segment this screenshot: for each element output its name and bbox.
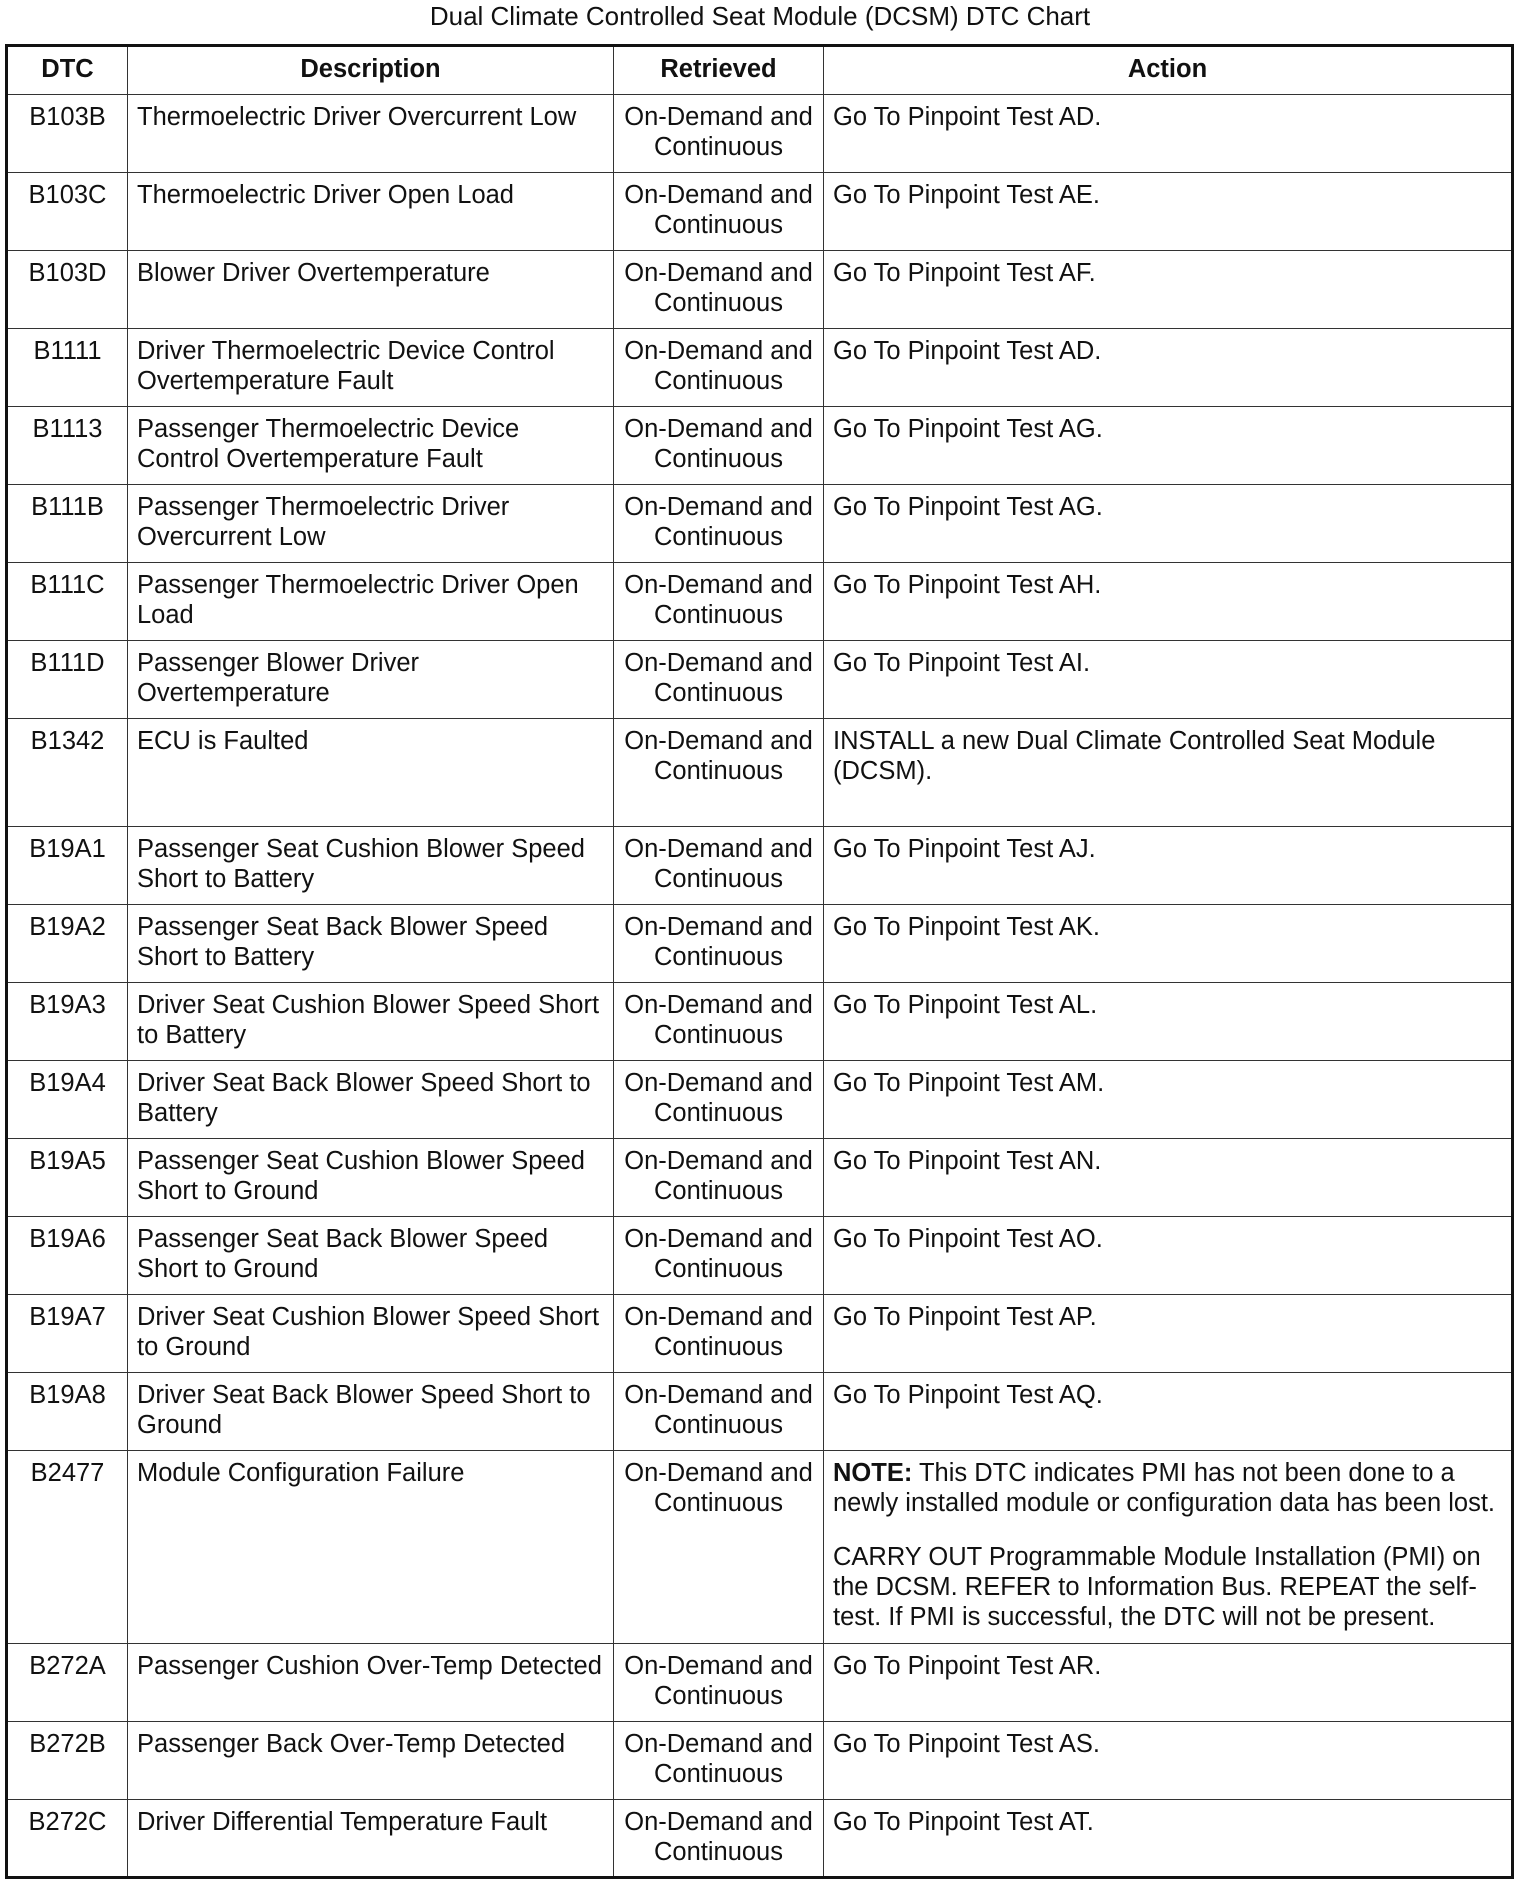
dtc-code: B111B xyxy=(7,485,128,563)
dtc-retrieved: On-Demand and Continuous xyxy=(614,173,824,251)
table-row xyxy=(7,173,1513,251)
dtc-action: Go To Pinpoint Test AD. xyxy=(824,329,1513,407)
dtc-action: Go To Pinpoint Test AG. xyxy=(824,407,1513,485)
dtc-retrieved: On-Demand and Continuous xyxy=(614,827,824,905)
dtc-description: Driver Seat Cushion Blower Speed Short to Battery xyxy=(128,983,614,1061)
dtc-code: B19A3 xyxy=(7,983,128,1061)
dtc-retrieved: On-Demand and Continuous xyxy=(614,641,824,719)
dtc-retrieved: On-Demand and Continuous xyxy=(614,1295,824,1373)
table-row xyxy=(7,1139,1513,1217)
table-row xyxy=(7,1451,1513,1644)
dtc-description: Passenger Seat Back Blower Speed Short to Battery xyxy=(128,905,614,983)
column-header-retrieved: Retrieved xyxy=(614,46,824,95)
dtc-description: Passenger Thermoelectric Device Control Overtemperature Fault xyxy=(128,407,614,485)
table-row xyxy=(7,641,1513,719)
dtc-description: Passenger Cushion Over-Temp Detected xyxy=(128,1644,614,1722)
dtc-retrieved: On-Demand and Continuous xyxy=(614,251,824,329)
dtc-action: Go To Pinpoint Test AS. xyxy=(824,1722,1513,1800)
dtc-code: B19A4 xyxy=(7,1061,128,1139)
dtc-retrieved: On-Demand and Continuous xyxy=(614,1722,824,1800)
dtc-retrieved: On-Demand and Continuous xyxy=(614,1139,824,1217)
dtc-action: Go To Pinpoint Test AD. xyxy=(824,95,1513,173)
dtc-action: Go To Pinpoint Test AL. xyxy=(824,983,1513,1061)
dtc-code: B103D xyxy=(7,251,128,329)
dtc-code: B19A1 xyxy=(7,827,128,905)
dtc-retrieved: On-Demand and Continuous xyxy=(614,719,824,827)
dtc-description: Thermoelectric Driver Overcurrent Low xyxy=(128,95,614,173)
column-header-dtc: DTC xyxy=(7,46,128,95)
dtc-table xyxy=(5,44,1514,1879)
dtc-retrieved: On-Demand and Continuous xyxy=(614,1217,824,1295)
column-header-action: Action xyxy=(824,46,1513,95)
dtc-retrieved: On-Demand and Continuous xyxy=(614,1644,824,1722)
dtc-action: Go To Pinpoint Test AN. xyxy=(824,1139,1513,1217)
dtc-action: Go To Pinpoint Test AF. xyxy=(824,251,1513,329)
table-row xyxy=(7,1644,1513,1722)
note-text: This DTC indicates PMI has not been done to a newly installed module or configuration data has been lost. xyxy=(833,1459,1495,1517)
table-header-row xyxy=(7,46,1513,95)
dtc-description: Driver Seat Back Blower Speed Short to Ground xyxy=(128,1373,614,1451)
table-row xyxy=(7,485,1513,563)
dtc-description: ECU is Faulted xyxy=(128,719,614,827)
table-row xyxy=(7,407,1513,485)
dtc-code: B19A8 xyxy=(7,1373,128,1451)
dtc-code: B103B xyxy=(7,95,128,173)
dtc-action: Go To Pinpoint Test AM. xyxy=(824,1061,1513,1139)
table-row xyxy=(7,1295,1513,1373)
dtc-code: B1111 xyxy=(7,329,128,407)
dtc-retrieved: On-Demand and Continuous xyxy=(614,329,824,407)
dtc-code: B1113 xyxy=(7,407,128,485)
dtc-code: B103C xyxy=(7,173,128,251)
table-row xyxy=(7,1217,1513,1295)
dtc-code: B19A6 xyxy=(7,1217,128,1295)
dtc-code: B19A2 xyxy=(7,905,128,983)
dtc-description: Thermoelectric Driver Open Load xyxy=(128,173,614,251)
dtc-description: Passenger Thermoelectric Driver Open Load xyxy=(128,563,614,641)
table-row xyxy=(7,905,1513,983)
dtc-action: Go To Pinpoint Test AR. xyxy=(824,1644,1513,1722)
dtc-code: B272A xyxy=(7,1644,128,1722)
dtc-code: B1342 xyxy=(7,719,128,827)
table-row xyxy=(7,329,1513,407)
dtc-action: Go To Pinpoint Test AO. xyxy=(824,1217,1513,1295)
dtc-action: Go To Pinpoint Test AH. xyxy=(824,563,1513,641)
dtc-code: B272B xyxy=(7,1722,128,1800)
table-row xyxy=(7,1800,1513,1878)
dtc-description: Passenger Thermoelectric Driver Overcurrent Low xyxy=(128,485,614,563)
dtc-description: Blower Driver Overtemperature xyxy=(128,251,614,329)
dtc-retrieved: On-Demand and Continuous xyxy=(614,563,824,641)
dtc-description: Driver Seat Back Blower Speed Short to Battery xyxy=(128,1061,614,1139)
dtc-action: Go To Pinpoint Test AQ. xyxy=(824,1373,1513,1451)
dtc-action: Go To Pinpoint Test AT. xyxy=(824,1800,1513,1878)
dtc-action: Go To Pinpoint Test AI. xyxy=(824,641,1513,719)
dtc-action: Go To Pinpoint Test AK. xyxy=(824,905,1513,983)
dtc-description: Driver Seat Cushion Blower Speed Short to Ground xyxy=(128,1295,614,1373)
dtc-code: B111C xyxy=(7,563,128,641)
dtc-code: B2477 xyxy=(7,1451,128,1644)
dtc-code: B111D xyxy=(7,641,128,719)
table-row xyxy=(7,251,1513,329)
dtc-retrieved: On-Demand and Continuous xyxy=(614,1451,824,1644)
table-row xyxy=(7,1061,1513,1139)
dtc-action xyxy=(824,1451,1513,1644)
table-row xyxy=(7,563,1513,641)
dtc-action: INSTALL a new Dual Climate Controlled Seat Module (DCSM). xyxy=(824,719,1513,827)
dtc-retrieved: On-Demand and Continuous xyxy=(614,905,824,983)
dtc-retrieved: On-Demand and Continuous xyxy=(614,983,824,1061)
dtc-retrieved: On-Demand and Continuous xyxy=(614,1373,824,1451)
dtc-action: Go To Pinpoint Test AG. xyxy=(824,485,1513,563)
dtc-action: Go To Pinpoint Test AP. xyxy=(824,1295,1513,1373)
column-header-description: Description xyxy=(128,46,614,95)
dtc-description: Passenger Seat Cushion Blower Speed Short to Battery xyxy=(128,827,614,905)
dtc-description: Driver Differential Temperature Fault xyxy=(128,1800,614,1878)
dtc-description: Passenger Blower Driver Overtemperature xyxy=(128,641,614,719)
table-row xyxy=(7,983,1513,1061)
dtc-code: B19A5 xyxy=(7,1139,128,1217)
dtc-code: B19A7 xyxy=(7,1295,128,1373)
table-row xyxy=(7,1722,1513,1800)
dtc-description: Passenger Back Over-Temp Detected xyxy=(128,1722,614,1800)
dtc-retrieved: On-Demand and Continuous xyxy=(614,1800,824,1878)
dtc-description: Module Configuration Failure xyxy=(128,1451,614,1644)
dtc-description: Passenger Seat Cushion Blower Speed Short to Ground xyxy=(128,1139,614,1217)
dtc-retrieved: On-Demand and Continuous xyxy=(614,485,824,563)
dtc-action: Go To Pinpoint Test AE. xyxy=(824,173,1513,251)
table-row xyxy=(7,95,1513,173)
dtc-retrieved: On-Demand and Continuous xyxy=(614,1061,824,1139)
note-paragraph xyxy=(833,1458,1502,1518)
dtc-action: Go To Pinpoint Test AJ. xyxy=(824,827,1513,905)
page-title: Dual Climate Controlled Seat Module (DCSM) DTC Chart xyxy=(429,1,1091,31)
table-row xyxy=(7,1373,1513,1451)
dtc-description: Passenger Seat Back Blower Speed Short to Ground xyxy=(128,1217,614,1295)
dtc-retrieved: On-Demand and Continuous xyxy=(614,95,824,173)
note-label: NOTE: xyxy=(833,1459,913,1487)
table-row xyxy=(7,827,1513,905)
dtc-description: Driver Thermoelectric Device Control Overtemperature Fault xyxy=(128,329,614,407)
table-row xyxy=(7,719,1513,827)
action-instruction: CARRY OUT Programmable Module Installation (PMI) on the DCSM. REFER to Information Bus. REPEAT the self-test. If PMI is successful, the DTC will not be present. xyxy=(833,1543,1481,1631)
dtc-retrieved: On-Demand and Continuous xyxy=(614,407,824,485)
dtc-code: B272C xyxy=(7,1800,128,1878)
